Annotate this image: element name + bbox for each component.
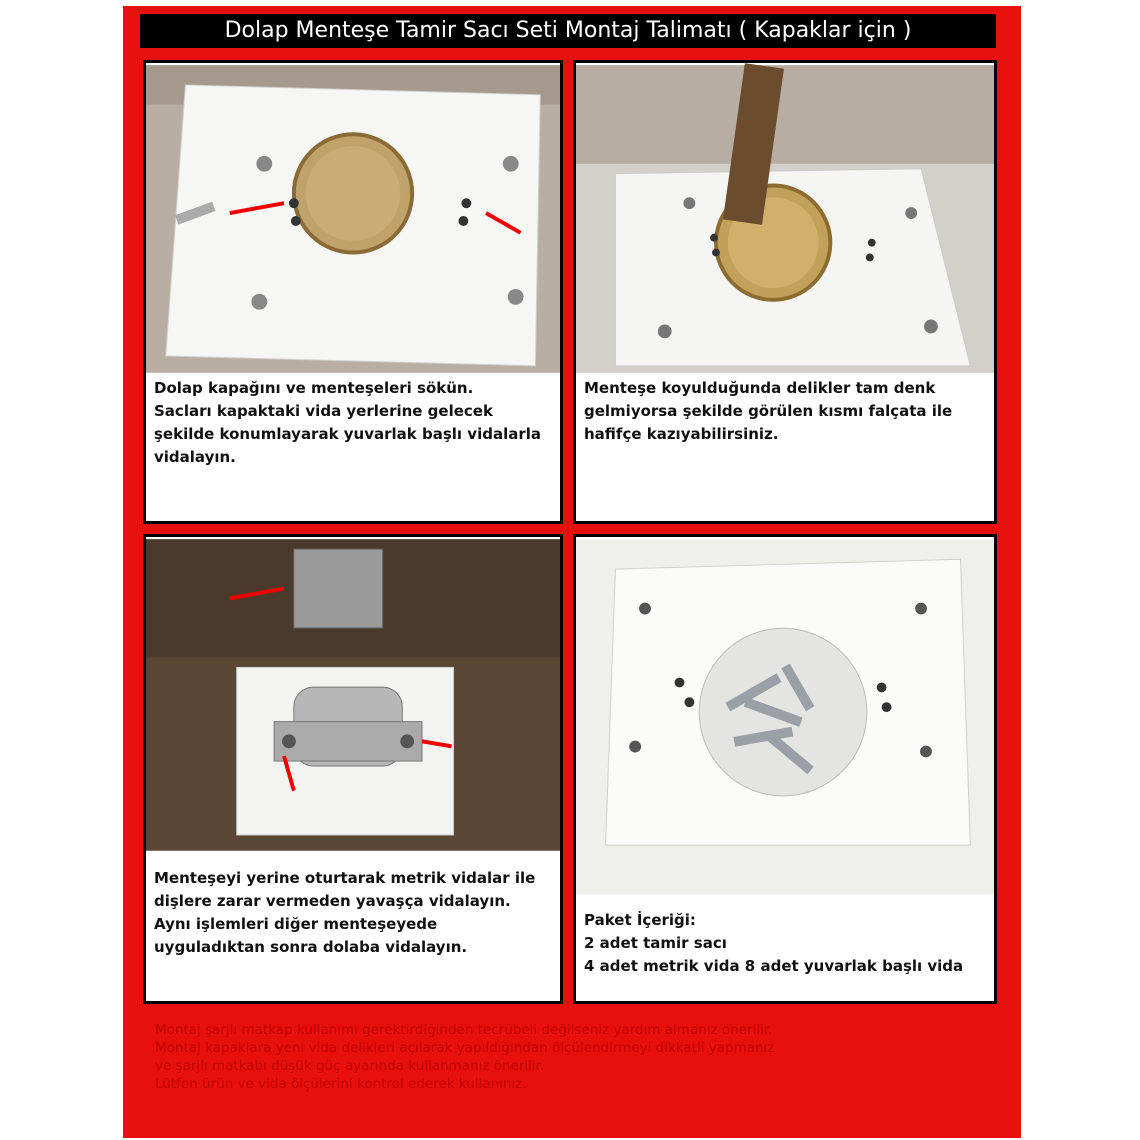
caption-line: Aynı işlemleri diğer menteşeyede [154, 915, 438, 933]
caption-line: dişlere zarar vermeden yavaşça vidalayın. [154, 892, 511, 910]
scraping-photo [576, 63, 994, 375]
step-panel-3 [143, 534, 563, 1004]
plate-photo [146, 63, 560, 375]
step-panel-2 [573, 60, 997, 524]
caption-line: Menteşeyi yerine oturtarak metrik vidalar ile [154, 869, 536, 887]
caption-line: Dolap kapağını ve menteşeleri sökün. [154, 379, 474, 397]
caption-line: 2 adet tamir sacı [584, 934, 727, 952]
caption-line: 4 adet metrik vida 8 adet yuvarlak başlı vida [584, 957, 964, 975]
caption-line: Paket İçeriği: [584, 911, 696, 929]
warning-line: Montaj kapaklara yeni vida delikleri açılarak yapıldığından ölçülendirmeyi dikkatli yapmanız [155, 1040, 775, 1056]
step-panel-1 [143, 60, 563, 524]
caption-line: Menteşe koyulduğunda delikler tam denk [584, 379, 936, 397]
package-photo [576, 537, 994, 897]
caption-line: hafifçe kazıyabilirsiniz. [584, 425, 779, 443]
caption-line: gelmiyorsa şekilde görülen kısmı falçata ile [584, 402, 953, 420]
page-title: Dolap Menteşe Tamir Sacı Seti Montaj Talimatı ( Kapaklar için ) [140, 14, 996, 48]
caption-line: uyguladıktan sonra dolaba vidalayın. [154, 938, 468, 956]
caption-line: şekilde konumlayarak yuvarlak başlı vidalarla [154, 425, 541, 443]
step-panel-4 [573, 534, 997, 1004]
warning-line: Montaj şarjlı matkap kullanımı gerektirdiğinden tecrübeli değilseniz yardım almanız önerilir. [155, 1022, 773, 1038]
caption-line: Sacları kapaktaki vida yerlerine gelecek [154, 402, 493, 420]
caption-line: vidalayın. [154, 448, 236, 466]
warning-line: Lütfen ürün ve vida ölçülerini kontrol ederek kullanınız. [155, 1076, 527, 1092]
warning-notes [155, 1021, 1005, 1093]
hinge-photo [146, 537, 560, 853]
warning-line: ve şarjlı matkabı düşük güç ayarında kullanmanız önerilir. [155, 1058, 545, 1074]
